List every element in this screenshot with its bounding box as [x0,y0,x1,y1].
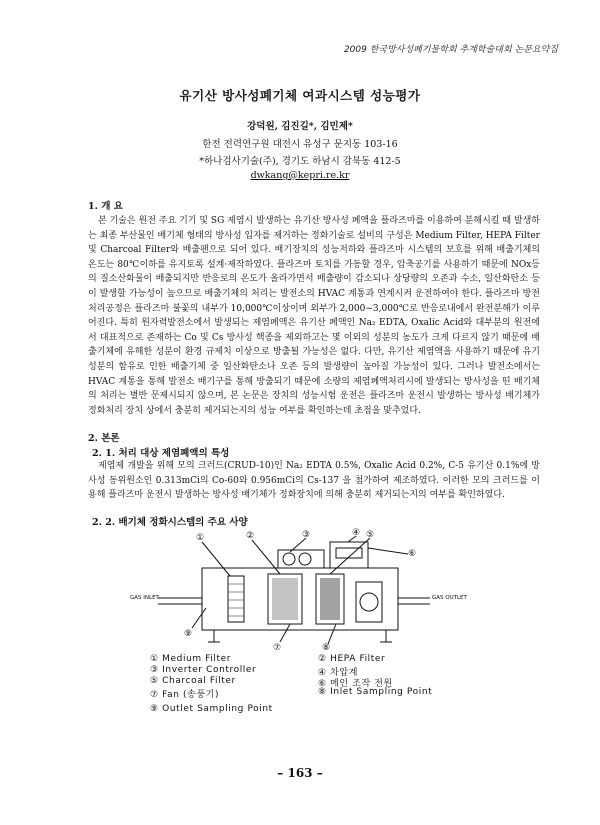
subsection-2-1-heading: 2. 1. 처리 대상 제염폐액의 특성 [92,448,230,459]
callout-4: ④ [352,528,361,538]
callout-5: ⑤ [366,530,375,540]
callout-1: ① [196,533,205,543]
legend-item: ⑧ Inlet Sampling Point [318,687,433,697]
gas-outlet-label: GAS OUTLET [432,595,467,601]
legend-item: ② HEPA Filter [318,654,386,664]
callout-8: ⑧ [322,643,331,650]
subsection-2-1-paragraph: 제염제 개발을 위해 모의 크러드(CRUD-10)인 Na₂ EDTA 0.5%, Oxalic Acid 0.2%, C-5 유기산 0.1%에 방사성 동위원소인 0.313mCi의 Co-60와 0.956mCi의 Cs-137 을 첨가하여 제조하였다. 이러한 모의 크러드를 이용해 플라즈마 운전시 발생하는 방사성 배기체가 정화장치에 의해 충분히 제거되는지의 여부를 확인하였다. [88,461,540,501]
medium-filter-element [228,576,244,622]
legend-item: ⑦ Fan (송풍기) [150,690,220,700]
gauge-icon [283,553,295,565]
filtration-system-diagram [130,528,470,650]
callout-3: ③ [302,530,311,540]
section-1-body [88,214,540,418]
callout-6: ⑥ [408,549,417,559]
system-housing [202,568,398,630]
running-head: 2009 한국방사성폐기물학회 추계학술대회 논문요약집 [343,45,558,55]
author-list: 강덕원, 김진길*, 김민제* [247,121,353,132]
callout-7: ⑦ [273,643,282,650]
legend-item: ⑤ Charcoal Filter [150,676,236,686]
section-1-heading: 1. 개 요 [88,201,123,212]
differential-pressure-panel [278,550,324,568]
fan-icon [360,593,378,611]
subsection-2-2-heading: 2. 2. 배기체 정화시스템의 주요 사양 [92,517,248,528]
affiliation-1: 한전 전력연구원 대전시 유성구 문지동 103-16 [202,139,398,150]
gauge-icon [299,553,311,565]
section-2-heading: 2. 본론 [88,433,120,444]
author-email: dwkang@kepri.re.kr [250,170,350,181]
section-1-paragraph: 본 기술은 원전 주요 기기 및 SG 제염시 발생하는 유기산 방사성 폐액을 플라즈마를 이용하여 분해시킬 때 발생하는 최종 부산물인 배기체 형태의 방사성 입자를 제거하는 정화기술로 설비의 구성은 Medium Filter, HEPA Filter 및 Charcoal Filter와 배출팬으로 되어 있다. 배기장치의 성능저하와 플라즈마 시스템의 보호를 위해 배출기체의 온도는 80℃이하를 유지토록 설계·제작하였다. 플라즈마 토치를 가동할 경우, 압축공기를 사용하기 때문에 NOx등의 질소산화물이 배출되지만 반응로의 온도가 올라가면서 배출량이 감소되나 상당량의 오존과 수소, 일산화탄소 등이 발생할 가능성이 높으므로 배출기체의 처리는 발전소의 HVAC 계통과 연계시켜 운전하여야 한다. 플라즈마 방전처리공정은 플라즈마 불꽃의 내부가 10,000℃이상이며 외부가 2,000~3,000℃로 반응로내에서 완전분해가 이루어진다. 특히 원자력발전소에서 발생되는 제염폐액은 유기산 폐액인 Na₂ EDTA, Oxalic Acid와 대부분의 원전에서 대표적으로 존재하는 Co 및 Cs 방사성 핵종을 제외하고는 몇 이외의 성분의 농도가 크게 다르지 않기 때문에 배출기체에 유해한 성분이 환경 규제치 이상으로 방출될 가능성은 없다. 다만, 유기산 제염액을 사용하기 때문에 유기성분의 함유로 인한 배출기체 중 일산화탄소나 오존 등의 발생량이 높아질 가능성이 있다. 그러나 발전소에서는 HVAC 계통을 통해 발전소 배기구를 통해 방출되기 때문에 소량의 제염폐액처리시에 발생되는 방사성을 띤 배기체의 처리는 별반 문제시되지 않으며, 본 논문은 장치의 성능시험 운전은 플라즈마 운전시 발생하는 방사성 배기체가 정화처리 장치 상에서 충분히 제거되는지의 성능 여부를 확인하는데 초점을 맞추었다. [88,216,540,416]
subsection-2-1-body [88,459,540,503]
callout-9: ⑨ [184,629,193,639]
legend-item: ① Medium Filter [150,654,232,664]
callout-2: ② [246,531,255,541]
legend-item: ⑨ Outlet Sampling Point [150,704,273,714]
legend-item: ③ Inverter Controller [150,665,257,675]
legend-item: ⑥ 메인 조작 전원 [318,679,393,689]
affiliation-2: *하나검사기술(주), 경기도 하남시 감북동 412-5 [199,156,401,167]
legend-item: ④ 차압계 [318,668,359,678]
page-number: – 163 – [277,766,323,780]
gas-inlet-label: GAS INLET [130,595,159,601]
paper-title: 유기산 방사성폐기체 여과시스템 성능평가 [179,88,421,103]
